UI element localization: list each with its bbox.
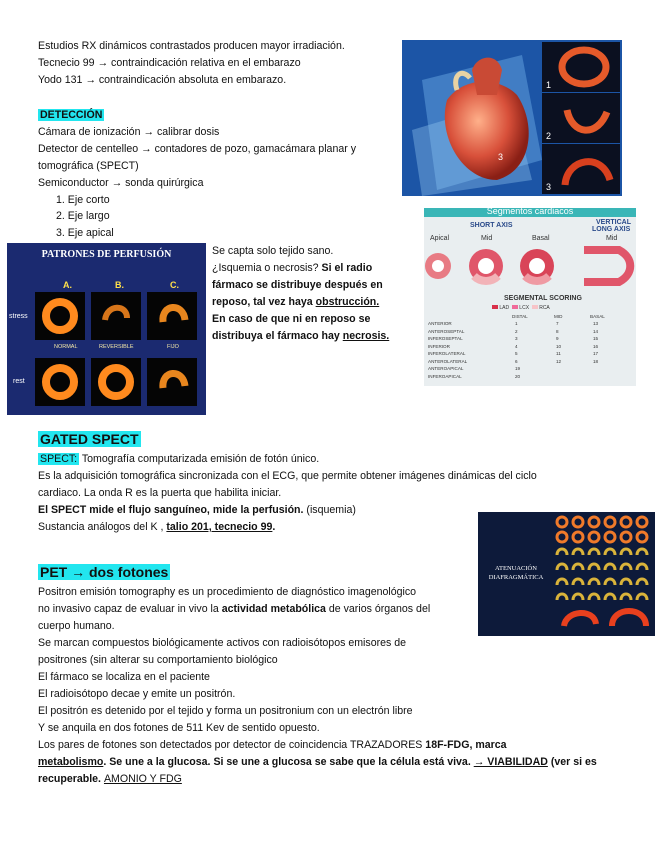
gated-title: GATED SPECT [40,431,139,447]
pet-line-9: Y se anquila en dos fotones de 511 Kev de sentido opuesto. [38,722,320,734]
atenuacion-scan-slice [589,564,599,570]
atenuacion-scan-slice [557,564,567,570]
heart-number-3b: 3 [546,182,552,192]
obstruccion-term: obstrucción. [315,296,380,308]
pet-line-1: Positron emisión tomography es un procedimiento de diagnóstico imagenológico [38,586,417,598]
segments-row-label: ANTEROLATERAL [428,358,468,364]
gated-line-5 [38,520,275,534]
vertical-label: VERTICAL [596,219,631,226]
atenuacion-scan-slice [573,579,583,585]
segment-rings [424,244,636,294]
atenuacion-scan-slice [605,549,615,555]
perfusion-text-2 [212,261,372,275]
perfusion-text-6 [212,329,389,343]
pet-line-10b: 18F-FDG, marca [425,739,507,751]
atenuacion-scan-slice [621,532,631,542]
perfusion-text-4 [212,295,379,309]
intro-line-1: Estudios RX dinámicos contrastados producen mayor irradiación. [38,40,345,52]
necrosis-term: necrosis. [342,330,390,342]
spect-label: SPECT: [40,453,78,465]
viabilidad-term: → VIABILIDAD [473,756,548,768]
atenuacion-caption [482,564,550,582]
caption-reversible: REVERSIBLE [99,344,134,350]
deteccion-line-1: Cámara de ionización → calibrar dosis [38,126,220,138]
atenuacion-scan-slice [557,594,567,600]
segmental-scoring-label: SEGMENTAL SCORING [504,295,582,302]
pet-line-6: El fármaco se localiza en el paciente [38,671,210,683]
perfusion-col-b: B. [115,280,124,290]
segments-cell: 20 [515,373,521,379]
pet-line-11 [38,755,597,769]
deteccion-heading [38,108,104,122]
segments-header-mid: MID [554,314,563,319]
segments-header-distal: DISTAL [512,314,528,319]
segments-row-label: ANTEROAPICAL [428,366,464,371]
pet-line-2a: no invasivo capaz de evaluar in vivo la [38,603,222,615]
segments-cell: 12 [556,358,562,364]
segments-cell: 14 [593,328,599,334]
segments-row-label: INFEROAPICAL [428,373,462,379]
perfusion-text-4a: reposo, tal vez haya [212,296,316,308]
apical-label: Apical [430,235,450,242]
perfusion-text-1: Se capta solo tejido sano. [212,245,334,257]
segments-row-label: INFEROSEPTAL [428,336,463,341]
atenuacion-large-slice [564,611,646,626]
segments-cell: 5 [515,351,518,356]
pet-line-8: El positrón es detenido por el tejido y forma un positronium con un electrón libre [38,705,413,717]
perfusion-scans [35,292,203,410]
atenuacion-scan-slice [621,549,631,555]
segments-legend [492,305,550,311]
basal-label: Basal [532,235,550,242]
atenuacion-scan-slice [589,532,599,542]
gated-line-4b: (isquemia) [303,504,356,516]
perfusion-text-2a: ¿Isquemia o necrosis? [212,262,322,274]
segments-cell: 1 [515,321,518,326]
atenuacion-scan-slice [637,594,647,600]
atenuacion-scan-slice [621,517,631,527]
legend-lad: LAD [499,305,510,311]
heart-number-2: 2 [546,131,552,141]
pet-line-12 [38,772,182,786]
perfusion-image [7,243,206,415]
segments-title: Segmentos cardiacos [486,208,574,216]
eje-corto: 1. Eje corto [56,194,110,206]
atenuacion-scan-slice [573,532,583,542]
caption-fijo: FIJO [167,344,179,350]
segments-cell: 6 [515,358,518,364]
atenuacion-line-1: ATENUACIÓN [495,565,537,572]
segments-cell: 3 [515,336,518,341]
atenuacion-scan-slice [557,579,567,585]
segments-cell: 19 [515,366,521,371]
atenuacion-scan-slice [589,517,599,527]
pet-line-10a: Los pares de fotones son detectados por detector de coincidencia TRAZADORES [38,739,426,751]
segments-row-label: INFERIOR [428,343,450,349]
segments-cell: 9 [556,336,559,341]
segments-cell: 18 [593,358,599,364]
atenuacion-scan-slice [605,517,615,527]
segments-cell: 17 [593,351,599,356]
atenuacion-scan-slice [621,579,631,585]
perfusion-col-a: A. [63,280,72,290]
deteccion-line-3: tomográfica (SPECT) [38,160,139,172]
pet-line-3: cuerpo humano. [38,620,115,632]
segments-cell: 4 [515,343,518,349]
pet-line-11b: . Se une a la glucosa. Si se une a glucosa se sabe que la célula está viva. [103,756,474,768]
atenuacion-scan-slice [573,564,583,570]
mid2-label: Mid [606,235,618,242]
heart-number-3: 3 [498,152,504,162]
segments-cell: 10 [556,343,562,349]
amonio-fdg-term: AMONIO Y FDG [103,773,182,785]
atenuacion-scan-grid [554,514,654,634]
segments-cell: 15 [593,336,599,341]
atenuacion-scan-slice [557,517,567,527]
atenuacion-scan-slice [637,564,647,570]
atenuacion-scan-slice [621,564,631,570]
gated-heading [38,430,141,448]
heart-number-1: 1 [546,80,552,90]
deteccion-line-2: Detector de centelleo → contadores de pozo, gamacámara planar y [38,143,356,155]
actividad-metabolica-term: actividad metabólica [221,603,326,615]
eje-largo: 2. Eje largo [56,210,110,222]
segments-row-label: INFEROLATERAL [428,351,466,356]
perfusion-row-rest: rest [13,378,25,385]
atenuacion-image [478,512,655,636]
talio-tecnecio-term: talio 201, tecnecio 99 [166,521,273,533]
gated-line-5c: . [272,521,276,533]
pet-line-5: positrones (sin alterar su comportamiento biológico [38,654,278,666]
legend-rca: RCA [539,305,550,311]
pet-line-10 [38,738,507,752]
segments-cell: 2 [515,328,518,334]
perfusion-text-3: fármaco se distribuye después en [212,279,383,291]
perfusion-text-2b: Si el radio [321,262,373,274]
pet-line-4: Se marcan compuestos biológicamente activos con radioisótopos emisores de [38,637,407,649]
atenuacion-scan-slice [589,549,599,555]
perfusion-col-c: C. [170,280,179,290]
long-axis-label: LONG AXIS [592,226,631,233]
pet-line-2c: de varios órganos del [325,603,431,615]
atenuacion-scan-slice [637,532,647,542]
atenuacion-scan-slice [557,532,567,542]
atenuacion-scan-slice [573,594,583,600]
atenuacion-scan-slice [605,564,615,570]
segments-cell: 8 [556,328,559,334]
atenuacion-scan-slice [605,579,615,585]
pet-line-7: El radioisótopo decae y emite un positrón. [38,688,236,700]
atenuacion-scan-slice [589,594,599,600]
metabolismo-term: metabolismo [38,756,104,768]
gated-line-4a: El SPECT mide el flujo sanguíneo, mide la perfusión. [38,504,304,516]
heart-axes-image [402,40,622,196]
segments-cell: 13 [593,321,599,326]
eje-apical: 3. Eje apical [56,227,114,239]
atenuacion-scan-slice [605,532,615,542]
segments-cell: 16 [593,343,599,349]
atenuacion-scan-slice [589,579,599,585]
segments-header-basal: BASAL [590,314,605,319]
pet-title: PET → dos fotones [40,564,169,580]
atenuacion-scan-slice [637,549,647,555]
perfusion-title: PATRONES DE PERFUSIÓN [41,249,172,260]
heart-axes-illustration [402,40,622,196]
gated-line-1 [38,452,319,466]
atenuacion-scan-slice [637,517,647,527]
perfusion-text-5: En caso de que ni en reposo se [212,313,371,325]
gated-line-1-text: Tomografía computarizada emisión de fotón único. [79,453,320,465]
segments-cell: 7 [556,321,559,326]
atenuacion-line-2: DIAFRAGMÁTICA [488,574,544,581]
pet-line-2 [38,602,430,616]
intro-line-3: Yodo 131 → contraindicación absoluta en embarazo. [38,74,287,86]
perfusion-text-6a: distribuya el fármaco hay [212,330,343,342]
gated-line-4 [38,503,356,517]
atenuacion-scan-slice [557,549,567,555]
mid-label: Mid [481,235,493,242]
short-axis-label: SHORT AXIS [470,222,513,229]
segments-image [424,208,636,386]
atenuacion-scan-slice [605,594,615,600]
deteccion-line-4: Semiconductor → sonda quirúrgica [38,177,204,189]
atenuacion-scan-slice [573,549,583,555]
legend-lcx: LCX [519,305,530,311]
segments-row-label: ANTERIOR [428,321,452,326]
pet-line-12a: recuperable. [38,773,104,785]
atenuacion-scan-slice [573,517,583,527]
segments-cell: 11 [556,351,561,356]
caption-normal: NORMAL [54,344,78,350]
deteccion-title: DETECCIÓN [40,109,103,121]
segments-row-label: ANTEROSEPTAL [428,328,465,334]
intro-line-2: Tecnecio 99 → contraindicación relativa en el embarazo [38,57,301,69]
atenuacion-scan-slice [621,594,631,600]
pet-heading [38,563,170,581]
gated-line-2: Es la adquisición tomográfica sincronizada con el ECG, que permite obtener imágenes dinámicas del ciclo [38,470,537,482]
gated-line-3: cardiaco. La onda R es la puerta que habilita iniciar. [38,487,282,499]
atenuacion-scan-slice [637,579,647,585]
perfusion-row-stress: stress [9,313,28,320]
pet-line-11d: (ver si es [547,756,597,768]
gated-line-5a: Sustancia análogos del K , [38,521,167,533]
